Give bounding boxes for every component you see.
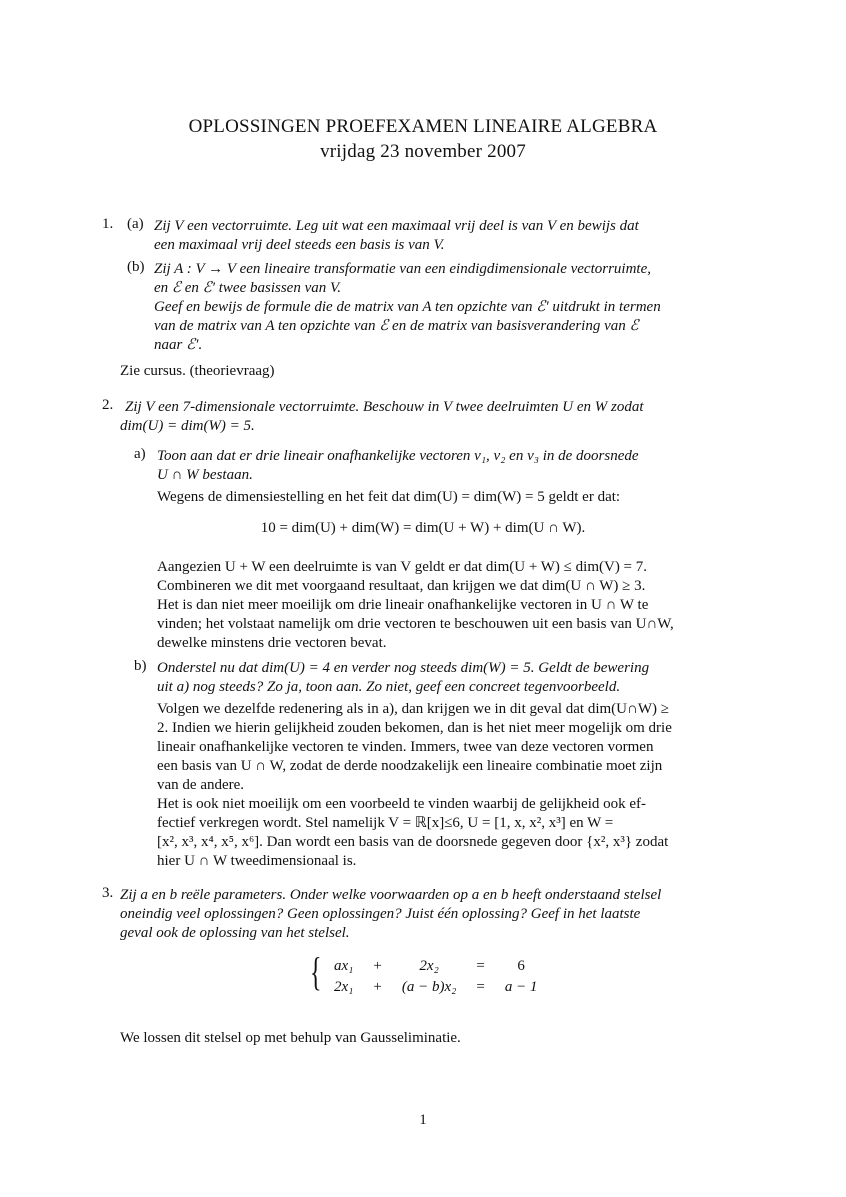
system-cell: + [373,979,382,995]
system-cell: (a − b)x₂ [401,979,457,995]
question-2a-answer-line: Aangezien U + W een deelruimte is van V geldt er dat dim(U + W) ≤ dim(V) = 7. [157,559,648,575]
question-1b-line: Geef en bewijs de formule die de matrix van A ten opzichte van ℰ′ uitdrukt in termen [154,299,661,315]
question-2b-answer-line: van de andere. [157,777,245,793]
question-3-line: Zij a en b reële parameters. Onder welke voorwaarden op a en b heeft onderstaand stelsel [120,887,662,903]
question-3-answer: We lossen dit stelsel op met behulp van Gausseliminatie. [120,1030,461,1046]
question-2b-answer-line: 2. Indien we hierin gelijkheid zouden bekomen, dan is het niet meer mogelijk om drie [157,720,672,736]
system-cell: 2x₁ [334,979,354,995]
system-table [324,956,547,998]
system-cell: + [373,958,382,974]
question-2a-equation: 10 = dim(U) + dim(W) = dim(U + W) + dim(U ∩ W). [260,520,586,536]
question-2b-answer-line: fectief verkregen wordt. Stel namelijk V = ℝ[x]≤6, U = [1, x, x², x³] en W = [157,815,614,831]
question-2a-answer-line: Wegens de dimensiestelling en het feit dat dim(U) = dim(W) = 5 geldt er dat: [157,489,621,505]
system-cell: ax₁ [334,958,354,974]
question-2b-line: uit a) nog steeds? Zo ja, toon aan. Zo niet, geef een concreet tegenvoorbeeld. [157,679,621,695]
question-1-answer: Zie cursus. (theorievraag) [120,363,275,379]
document-title: OPLOSSINGEN PROEFEXAMEN LINEAIRE ALGEBRA [188,116,658,137]
question-1b-line: van de matrix van A ten opzichte van ℰ en de matrix van basisverandering van ℰ [154,318,639,334]
page-number: 1 [419,1112,427,1128]
question-2b-answer-line: Volgen we dezelfde redenering als in a), dan krijgen we in dit geval dat dim(U∩W) ≥ [157,701,669,717]
question-1a-label: (a) [127,216,144,232]
system-row [324,956,547,977]
question-3-line: geval ook de oplossing van het stelsel. [120,925,350,941]
system-cell: a − 1 [504,979,538,995]
system-brace: { [310,949,322,994]
question-1b-line: Zij A : V → V een lineaire transformatie van een eindigdimensionale vectorruimte, [154,261,652,277]
question-2b-answer-line: [x², x³, x⁴, x⁵, x⁶]. Dan wordt een basis van de doorsnede gegeven door {x², x³} zodat [157,834,669,850]
question-1b-label: (b) [127,259,145,275]
question-1a-line: Zij V een vectorruimte. Leg uit wat een maximaal vrij deel is van V en bewijs dat [154,218,639,234]
question-3-number: 3. [102,885,114,901]
question-2b-answer-line: lineair onafhankelijke vectoren te vinden. Immers, twee van deze vectoren vormen [157,739,654,755]
question-2b-label: b) [134,658,147,674]
question-2a-answer-line: Het is dan niet meer moeilijk om drie lineair onafhankelijke vectoren in U ∩ W te [157,597,649,613]
document-date: vrijdag 23 november 2007 [320,141,526,162]
question-1a-line: een maximaal vrij deel steeds een basis is van V. [154,237,445,253]
system-cell: 2x₂ [419,958,439,974]
question-2b-answer-line: Het is ook niet moeilijk om een voorbeeld te vinden waarbij de gelijkheid ook ef- [157,796,647,812]
question-2-intro-line: Zij V een 7-dimensionale vectorruimte. Beschouw in V twee deelruimten U en W zodat [125,399,644,415]
question-2a-answer-line: vinden; het volstaat namelijk om drie vectoren te beschouwen uit een basis van U∩W, [157,616,674,632]
question-3-line: oneindig veel oplossingen? Geen oplossingen? Juist één oplossing? Geef in het laatste [120,906,641,922]
question-1b-line: naar ℰ′. [154,337,203,353]
question-2b-line: Onderstel nu dat dim(U) = 4 en verder nog steeds dim(W) = 5. Geldt de bewering [157,660,650,676]
question-2a-answer-line: dewelke minstens drie vectoren bevat. [157,635,387,651]
question-2a-label: a) [134,446,146,462]
question-2b-answer-line: hier U ∩ W tweedimensionaal is. [157,853,357,869]
question-2b-answer-line: een basis van U ∩ W, zodat de derde noodzakelijk een lineaire combinatie moet zijn [157,758,663,774]
question-2-number: 2. [102,397,114,413]
system-row [324,977,547,998]
system-cell: 6 [517,958,525,974]
question-2a-line: Toon aan dat er drie lineair onafhankelijke vectoren v₁, v₂ en v₃ in de doorsnede [157,448,639,464]
question-2a-answer-line: Combineren we dit met voorgaand resultaat, dan krijgen we dat dim(U ∩ W) ≥ 3. [157,578,646,594]
question-2a-line: U ∩ W bestaan. [157,467,253,483]
question-2-intro-line: dim(U) = dim(W) = 5. [120,418,255,434]
system-cell: = [476,979,485,995]
question-1-number: 1. [102,216,114,232]
question-1b-line: en ℰ en ℰ′ twee basissen van V. [154,280,341,296]
system-cell: = [476,958,485,974]
